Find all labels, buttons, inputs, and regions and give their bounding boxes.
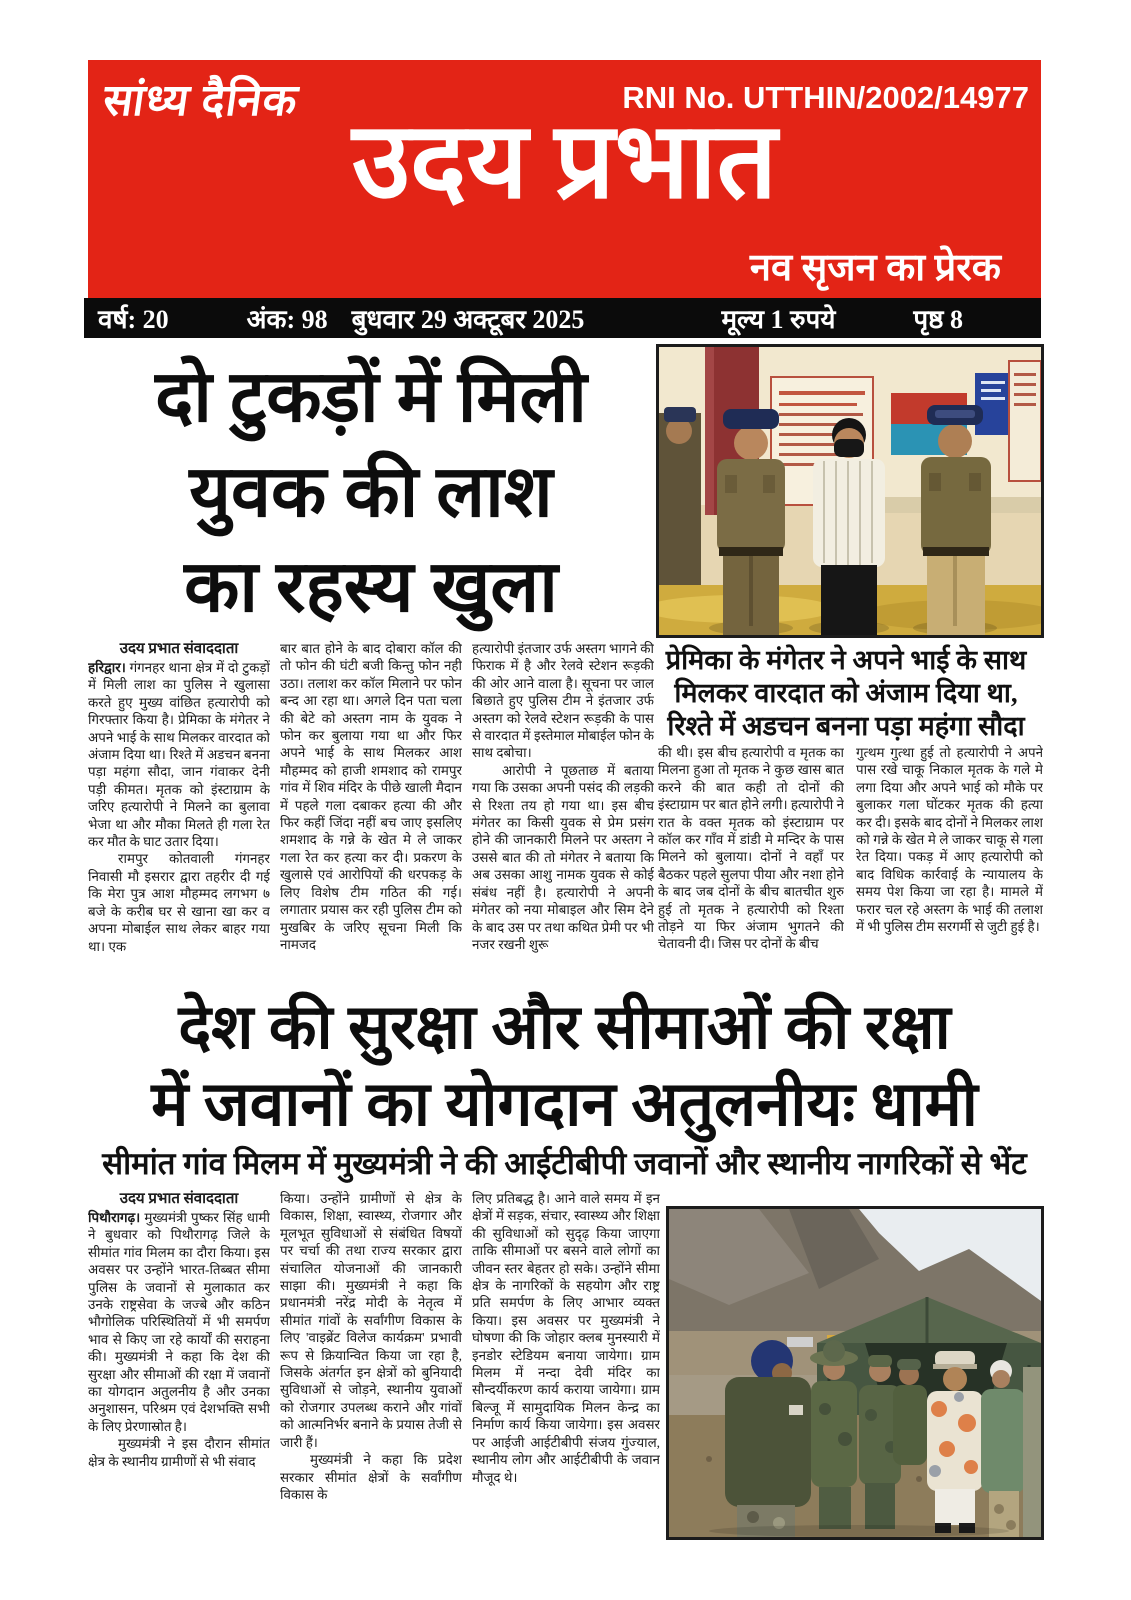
issue-number: अंक: 98 bbox=[246, 305, 328, 334]
article-paragraph: गुत्थम गुत्था हुई तो हत्यारोपी ने अपने पास रखे चाकू निकाल मृतक के गले मे लगा दिया और अपने भाई को मौके पर बुलाकर गला घोंटकर मृतक की हत्या कर दी। इसके बाद दोनों ने मिलकर लाश को गन्ने के खेत मे ले जाकर चाकू से गला रेत दिया। पकड़ में आए हत्यारोपी को बाद विधिक कार्रवाई के न्यायालय के समय पेश किया जा रहा है। मामले में फरार चल रहे अस्तग के भाई की तलाश में भी पुलिस टीम सरगर्मी से जुटी हुई है। bbox=[856, 745, 1043, 935]
issue-info-bar bbox=[84, 298, 1041, 338]
paragraph-text: गंगनहर थाना क्षेत्र में दो टुकड़ों में मिली लाश का पुलिस ने खुलासा करते हुए मुख्य वांछित हत्यारोपी को गिरफ्तार किया है। प्रेमिका के मंगेतर ने अपने भाई के साथ मिलकर वारदात को अंजाम दिया था। रिश्ते में अडचन बनना पड़ा महंगा सौदा, जान गंवाकर देनी पड़ी कीमत। मृतक को इंस्टाग्राम के जरिए हत्यारोपी ने मिलने का बुलावा भेजा था और मौका मिलते ही गला रेत कर मौत के घाट उतार दिया। bbox=[88, 660, 270, 850]
shadow bbox=[709, 1525, 1009, 1537]
issue-date: बुधवार 29 अक्टूबर 2025 bbox=[351, 305, 585, 334]
byline: उदय प्रभात संवाददाता bbox=[119, 1191, 239, 1207]
article-paragraph: रामपुर कोतवाली गंगनहर निवासी मौ इसरार द्वारा तहरीर दी गई कि मेरा पुत्र आश मौहम्मद लगभग ७ बजे के करीब घर से खाना खा कर व अपना मोबाईल साथ लेकर बाहर गया था। एक bbox=[88, 851, 270, 954]
police-station-photo-illustration bbox=[659, 347, 1041, 635]
byline: उदय प्रभात संवाददाता bbox=[119, 641, 239, 657]
article1-photo-caption bbox=[648, 644, 1044, 743]
dateline: पिथौरागढ़। bbox=[88, 1210, 141, 1225]
newspaper-title: उदय प्रभात bbox=[351, 103, 778, 220]
article-paragraph: मुख्यमंत्री ने कहा कि प्रदेश सरकार सीमांत क्षेत्रों के सर्वांगीण विकास के bbox=[280, 1452, 462, 1502]
article2-photo bbox=[666, 1206, 1044, 1540]
caption-line: मिलकर वारदात को अंजाम दिया था, bbox=[674, 678, 1018, 708]
article1-photo bbox=[656, 344, 1044, 638]
headline-line: देश की सुरक्षा और सीमाओं की रक्षा bbox=[178, 994, 951, 1062]
masthead bbox=[88, 60, 1041, 298]
headline-line: का रहस्य खुला bbox=[184, 547, 558, 627]
article1-column-1 bbox=[88, 640, 270, 978]
article-paragraph: लिए प्रतिबद्ध है। आने वाले समय में इन क्षेत्रों में सड़क, संचार, स्वास्थ्य और शिक्षा की सुविधाओं को सुदृढ़ किया जाएगा ताकि सीमाओं पर बसने वाले लोगों का जीवन स्तर बेहतर हो सके। उन्होंने सीमा क्षेत्र के नागरिकों के सहयोग और राष्ट्र प्रति समर्पण के लिए आभार व्यक्त किया। इस अवसर पर मुख्यमंत्री ने घोषणा की कि जोहार क्लब मुनस्यारी में इनडोर स्टेडियम बनाया जायेगा। ग्राम मिलम में नन्दा देवी मंदिर का सौन्दर्यीकरण कार्य कराया जायेगा। ग्राम बिल्जू में सामुदायिक मिलन केन्द्र का निर्माण कार्य किया जायेगा। इस अवसर पर आईजी आईटीबीपी संजय गुंज्याल, स्थानीय लोग और आईटीबीपी के जवान मौजूद थे। bbox=[472, 1191, 660, 1485]
article-paragraph: हत्यारोपी इंतजार उर्फ अस्तग भागने की फिराक में है और रेलवे स्टेशन रूड़की की ओर आने वाला है। सूचना पर जाल बिछाते हुए पुलिस टीम ने इंतजार उर्फ अस्तग को रेलवे स्टेशन रूड़की के पास से वारदात में इस्तेमाल मोबाईल फोन के साथ दबोचा। bbox=[472, 641, 654, 761]
article-paragraph: आरोपी ने पूछताछ में बताया गया कि उसका अपनी पसंद की लड़की से रिश्ता तय हो गया था। इस बीच मंगेतर का किसी युवक से प्रेम प्रसंग होने की जानकारी मिलने पर अस्तग ने उससे बात की तो मंगेतर ने बताया कि अब उसका आशु नामक युवक से कोई संबंध नहीं है। हत्यारोपी ने अपनी मंगेतर को नया मोबाइल और सिम देने के बाद उस पर तथा कथित प्रेमी पर भी नजर रखनी शुरू bbox=[472, 762, 654, 952]
article2-column-2 bbox=[280, 1190, 462, 1566]
headline-line: दो टुकड़ों में मिली bbox=[155, 357, 587, 437]
dateline: हरिद्वार। bbox=[88, 660, 126, 675]
article2-column-3 bbox=[472, 1190, 660, 1566]
masthead-tagline: नव सृजन का प्रेरक bbox=[749, 247, 1001, 289]
article1-headline bbox=[88, 350, 654, 635]
caption-line: प्रेमिका के मंगेतर ने अपने भाई के साथ bbox=[665, 645, 1027, 675]
article1-column-3 bbox=[472, 640, 654, 978]
article2-subheadline: सीमांत गांव मिलम में मुख्यमंत्री ने की आईटीबीपी जवानों और स्थानीय नागरिकों से भेंट bbox=[102, 1146, 1027, 1181]
article1-column-5 bbox=[856, 744, 1043, 978]
article2-headline bbox=[88, 990, 1041, 1144]
article-paragraph: बार बात होने के बाद दोबारा कॉल की तो फोन की घंटी बजी किन्तु फोन नही उठा। तलाश कर कॉल मिलाने पर फोन बन्द आ रहा था। अगले दिन पता चला की बेटे को अस्तग नाम के युवक ने फोन कर बुलाया गया था और फिर अपने भाई के साथ मिलकर आश मौहम्मद को हाजी शमशाद को रामपुर गांव में शिव मंदिर के पीछे खाली मैदान में पहले गला दबाकर हत्या की और फिर कहीं जिंदा नहीं बच जाए इसलिए शमशाद के गन्ने के खेत मे ले जाकर गला रेत कर हत्या कर दी। प्रकरण के खुलासे एवं आरोपियों की धरपकड़ के लिए विशेष टीम गठित की गई। लगातार प्रयास कर रही पुलिस टीम को मुखबिर के जरिए सूचना मिली कि नामजद bbox=[280, 641, 462, 952]
article1-column-2 bbox=[280, 640, 462, 978]
issue-price: मूल्य 1 रुपये bbox=[721, 305, 836, 334]
article-paragraph: की थी। इस बीच हत्यारोपी व मृतक का मिलना हुआ तो मृतक ने कुछ खास बात करने की बात कही तो दोनों की इंस्टाग्राम पर बात होने लगी। हत्यारोपी ने रात के वक्त मृतक को इंस्टाग्राम पर कॉल कर गाँव में डांडी मे मन्दिर के पास मिलने को बुलाया। दोनों ने वहाँ पर बैठकर पहले सुलपा पीया और नशा होने के बाद जब दोनों के बीच बातचीत शुरु हुई तो मृतक ने हत्यारोपी को रिश्ता तोड़ने या फिर अंजाम भुगतने की चेतावनी दी। जिस पर दोनों के बीच bbox=[658, 745, 844, 952]
article-paragraph bbox=[88, 659, 270, 850]
headline-line: में जवानों का योगदान अतुलनीयः धामी bbox=[151, 1071, 978, 1139]
article-paragraph: किया। उन्होंने ग्रामीणों से क्षेत्र के विकास, शिक्षा, स्वास्थ्य, रोजगार और मूलभूत सुविधाओं से संबंधित विषयों पर चर्चा की तथा राज्य सरकार द्वारा संचालित योजनाओं की जानकारी साझा की। मुख्यमंत्री ने कहा कि प्रधानमंत्री नरेंद्र मोदी के नेतृत्व में सीमांत गांवों के सर्वांगीण विकास के लिए 'वाइब्रेंट विलेज कार्यक्रम' प्रभावी रूप से क्रियान्वित किया जा रहा है, जिसके अंतर्गत इन क्षेत्रों को बुनियादी सुविधाओं से जोड़ने, स्थानीय युवाओं को रोजगार उपलब्ध कराने और गांवों को आत्मनिर्भर बनाने के प्रयास तेजी से जारी हैं। bbox=[280, 1191, 462, 1450]
far-right-person bbox=[1023, 1367, 1041, 1537]
headline-line: युवक की लाश bbox=[189, 452, 553, 532]
article1-column-4 bbox=[658, 744, 844, 978]
rni-number: RNI No. UTTHIN/2002/14977 bbox=[622, 80, 1029, 115]
mountains bbox=[669, 1209, 1041, 1339]
issue-pages: पृष्ठ 8 bbox=[913, 305, 963, 334]
background-officer bbox=[659, 407, 701, 593]
edition-label: सांध्य दैनिक bbox=[100, 76, 302, 125]
paragraph-text: मुख्यमंत्री पुष्कर सिंह धामी ने बुधवार को पिथौरागढ़ जिले के सीमांत गांव मिलम का दौरा किया। इस अवसर पर उन्होंने भारत-तिब्बत सीमा पुलिस के जवानों से मुलाकात कर उनके राष्ट्रसेवा के जज्बे और कठिन भौगोलिक परिस्थितियों में भी समर्पण भाव से किए जा रहे कार्यों की सराहना की। मुख्यमंत्री ने कहा कि देश की सुरक्षा और सीमाओं की रक्षा में जवानों का योगदान अतुलनीय है और उनका अनुशासन, परिश्रम एवं देशभक्ति सभी के लिए प्रेरणास्रोत है। bbox=[88, 1210, 270, 1434]
article2-column-1 bbox=[88, 1190, 270, 1566]
article-paragraph: मुख्यमंत्री ने इस दौरान सीमांत क्षेत्र के स्थानीय ग्रामीणों से भी संवाद bbox=[88, 1436, 270, 1469]
issue-year: वर्ष: 20 bbox=[98, 305, 169, 334]
article-paragraph bbox=[88, 1209, 270, 1435]
caption-line: रिश्ते में अडचन बनना पड़ा महंगा सौदा bbox=[667, 711, 1025, 741]
mountain-visit-photo-illustration bbox=[669, 1209, 1041, 1537]
